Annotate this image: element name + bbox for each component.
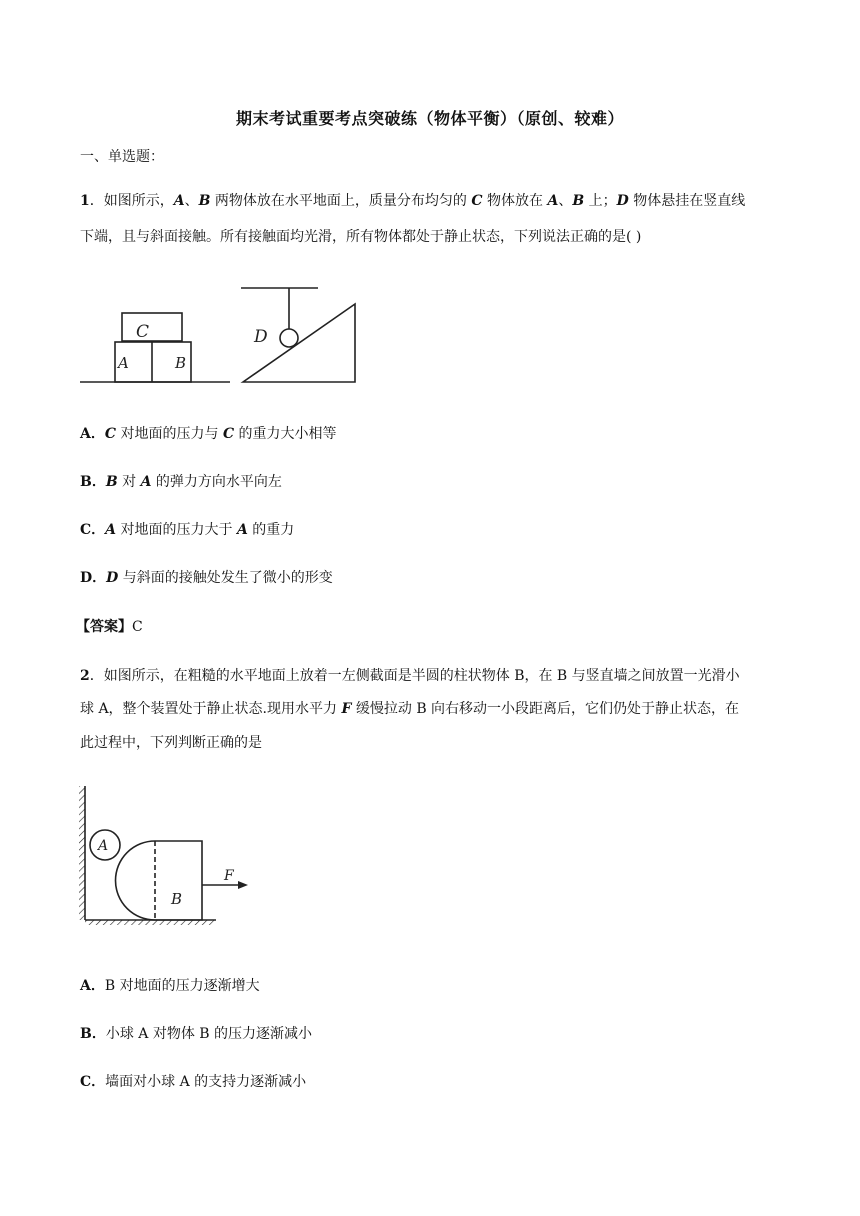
option-var: A — [236, 522, 248, 538]
label-f: F — [224, 868, 234, 884]
answer-value: C — [132, 619, 143, 635]
option-text: 对 — [117, 474, 141, 490]
q1-option-c — [80, 520, 294, 540]
option-text: 的重力大小相等 — [234, 426, 337, 442]
option-text: 小球 A 对物体 B 的压力逐渐减小 — [105, 1026, 313, 1042]
label-a: A — [118, 354, 129, 372]
option-text: 墙面对小球 A 的支持力逐渐减小 — [105, 1074, 307, 1090]
q1-answer — [76, 617, 143, 637]
option-var: A — [140, 474, 152, 490]
option-var: C — [104, 426, 117, 442]
q2-text: 球 A，整个装置处于静止状态.现用水平力 — [80, 701, 342, 717]
option-text: 的弹力方向水平向左 — [151, 474, 282, 490]
q1-option-d — [80, 568, 333, 588]
option-text: 的重力 — [247, 522, 295, 538]
option-var: C — [222, 426, 235, 442]
option-letter: D． — [80, 570, 107, 586]
q1-var: B — [198, 193, 211, 209]
q1-text: 上； — [584, 193, 617, 209]
block-c — [122, 313, 182, 341]
label-b: B — [175, 354, 187, 372]
q1-text: 物体放在 — [482, 193, 548, 209]
q1-text: 物体悬挂在竖直线 — [628, 193, 746, 209]
option-text: 对地面的压力与 — [116, 426, 223, 442]
q1-var: B — [572, 193, 585, 209]
q1-option-b — [80, 472, 282, 492]
q1-text: 、 — [184, 193, 199, 209]
q1-number: 1 — [80, 193, 90, 209]
ball-d — [280, 329, 298, 347]
q1-figure — [78, 284, 368, 388]
label-b: B — [171, 890, 183, 908]
option-letter: A． — [80, 426, 105, 442]
q1-var: C — [471, 193, 483, 209]
q2-figure — [76, 782, 256, 928]
option-text: B 对地面的压力逐渐增大 — [104, 978, 260, 994]
option-letter: C． — [80, 1074, 106, 1090]
q2-text: ．如图所示，在粗糙的水平地面上放着一左侧截面是半圆的柱状物体 B，在 B 与竖直墙之间放置一光滑小 — [89, 668, 740, 684]
wall-hatching — [79, 786, 85, 920]
q1-stem-line2: 下端，且与斜面接触。所有接触面均光滑，所有物体都处于静止状态，下列说法正确的是( ) — [80, 229, 642, 245]
q1-text: 、 — [558, 193, 573, 209]
option-var: B — [105, 474, 118, 490]
q2-stem-line1 — [80, 666, 740, 686]
q1-var: D — [616, 193, 629, 209]
q1-text: 两物体放在水平地面上，质量分布均匀的 — [210, 193, 472, 209]
q1-text: ．如图所示， — [89, 193, 174, 209]
option-letter: B． — [80, 1026, 106, 1042]
q2-var: F — [341, 701, 352, 717]
option-text: 对地面的压力大于 — [116, 522, 237, 538]
q2-stem-line3: 此过程中，下列判断正确的是 — [80, 735, 262, 751]
option-letter: B． — [80, 474, 106, 490]
section-heading: 一、单选题： — [80, 149, 164, 165]
q2-option-b — [80, 1024, 312, 1044]
option-text: 与斜面的接触处发生了微小的形变 — [118, 570, 333, 586]
q2-option-c — [80, 1072, 306, 1092]
label-a: A — [98, 838, 109, 854]
page-title: 期末考试重要考点突破练（物体平衡）（原创、较难） — [235, 109, 624, 128]
q1-var: A — [173, 193, 185, 209]
q2-stem-line2 — [80, 699, 739, 719]
option-var: A — [105, 522, 117, 538]
q2-text: 缓慢拉动 B 向右移动一小段距离后，它们仍处于静止状态，在 — [351, 701, 740, 717]
object-b — [116, 841, 203, 920]
force-arrowhead — [238, 881, 248, 889]
option-letter: A． — [80, 978, 105, 994]
label-c: C — [136, 322, 150, 342]
option-var: D — [106, 570, 119, 586]
answer-label: 【答案】 — [76, 619, 132, 635]
label-d: D — [254, 327, 268, 347]
q1-var: A — [547, 193, 559, 209]
option-letter: C． — [80, 522, 106, 538]
q1-option-a — [80, 424, 337, 444]
q2-option-a — [80, 976, 260, 996]
q2-number: 2 — [80, 668, 90, 684]
q1-stem-line1 — [80, 191, 745, 211]
